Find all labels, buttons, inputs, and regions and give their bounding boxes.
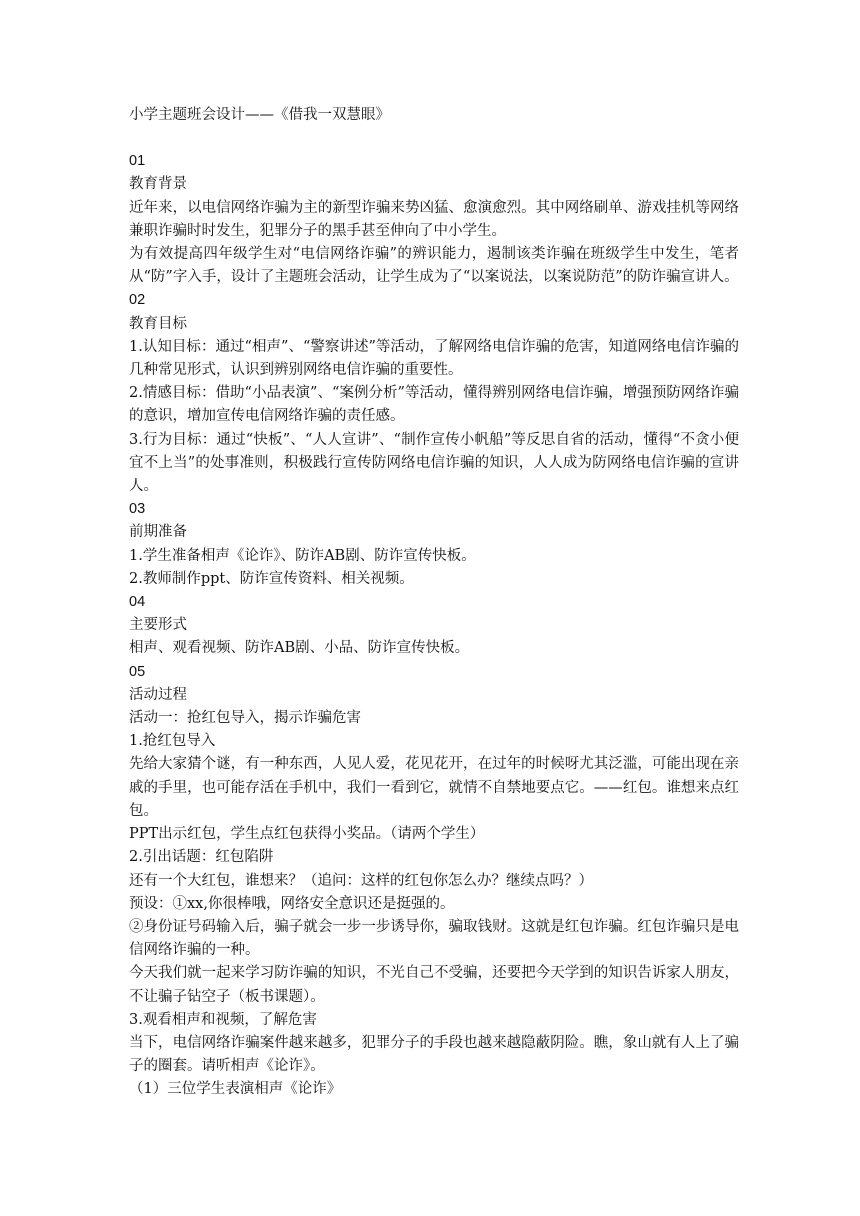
paragraph: 今天我们就一起来学习防诈骗的知识，不光自己不受骗，还要把今天学到的知识告诉家人朋友，不让骗子钻空子（板书课题）。 (129, 965, 739, 1005)
activity-heading: 活动一：抢红包导入，揭示诈骗危害 (129, 710, 361, 727)
section-heading-background: 教育背景 (129, 176, 187, 193)
paragraph: 1.认知目标：通过“相声”、“警察讲述”等活动，了解网络电信诈骗的危害，知道网络电信诈骗的几种常见形式，认识到辨别网络电信诈骗的重要性。 (129, 338, 739, 379)
section-number-04: 04 (129, 594, 146, 611)
paragraph: 相声、观看视频、防诈AB剧、小品、防诈宣传快板。 (129, 640, 470, 657)
paragraph: 近年来，以电信网络诈骗为主的新型诈骗来势凶猛、愈演愈烈。其中网络刷单、游戏挂机等网络兼职诈骗时时发生，犯罪分子的黑手甚至伸向了中小学生。 (129, 199, 739, 239)
section-heading-process: 活动过程 (129, 686, 187, 703)
paragraph: （1）三位学生表演相声《论诈》 (129, 1081, 342, 1098)
section-heading-preparation: 前期准备 (129, 524, 187, 541)
section-heading-forms: 主要形式 (129, 617, 187, 634)
subsection-heading: 2.引出话题：红包陷阱 (129, 849, 274, 866)
paragraph: 3.行为目标：通过“快板”、“人人宣讲”、“制作宣传小帆船”等反思自省的活动，懂得“不贪小便宜不上当”的处事准则，积极践行宣传防网络电信诈骗的知识，人人成为防网络电信诈骗的宣讲人。 (129, 431, 739, 495)
section-number-01: 01 (129, 153, 146, 170)
paragraph: 当下，电信网络诈骗案件越来越多，犯罪分子的手段也越来越隐蔽阴险。瞧，象山就有人上了骗子的圈套。请听相声《论诈》。 (129, 1034, 739, 1075)
subsection-heading: 1.抢红包导入 (129, 733, 216, 750)
section-number-03: 03 (129, 501, 146, 518)
paragraph: 还有一个大红包，谁想来？（追问：这样的红包你怎么办？继续点吗？） (129, 872, 593, 889)
paragraph: 2.教师制作ppt、防诈宣传资料、相关视频。 (129, 570, 414, 587)
document-title: 小学主题班会设计——《借我一双慧眼》 (129, 107, 390, 123)
paragraph: 先给大家猜个谜，有一种东西，人见人爱，花见花开，在过年的时候呀尤其泛滥，可能出现在亲戚的手里，也可能存活在手机中，我们一看到它，就情不自禁地要点它。——红包。谁想来点红包。 (129, 756, 739, 819)
paragraph: PPT出示红包，学生点红包获得小奖品。（请两个学生） (129, 826, 485, 843)
section-heading-goals: 教育目标 (129, 315, 187, 332)
section-number-05: 05 (129, 663, 146, 680)
subsection-heading: 3.观看相声和视频，了解危害 (129, 1011, 317, 1028)
paragraph: 1.学生准备相声《论诈》、防诈AB剧、防诈宣传快板。 (129, 547, 476, 564)
document-body (129, 104, 739, 1102)
section-number-02: 02 (129, 292, 146, 309)
paragraph: ②身份证号码输入后，骗子就会一步一步诱导你，骗取钱财。这就是红包诈骗。红包诈骗只是电信网络诈骗的一种。 (129, 918, 739, 959)
paragraph: 预设：①xx,你很棒哦，网络安全意识还是挺强的。 (129, 895, 455, 912)
paragraph: 2.情感目标：借助“小品表演”、“案例分析”等活动，懂得辨别网络电信诈骗，增强预防网络诈骗的意识，增加宣传电信网络诈骗的责任感。 (129, 385, 739, 425)
paragraph: 为有效提高四年级学生对“电信网络诈骗”的辨识能力，遏制该类诈骗在班级学生中发生，笔者从“防”字入手，设计了主题班会活动，让学生成为了“以案说法，以案说防范”的防诈骗宣讲人。 (129, 246, 739, 286)
